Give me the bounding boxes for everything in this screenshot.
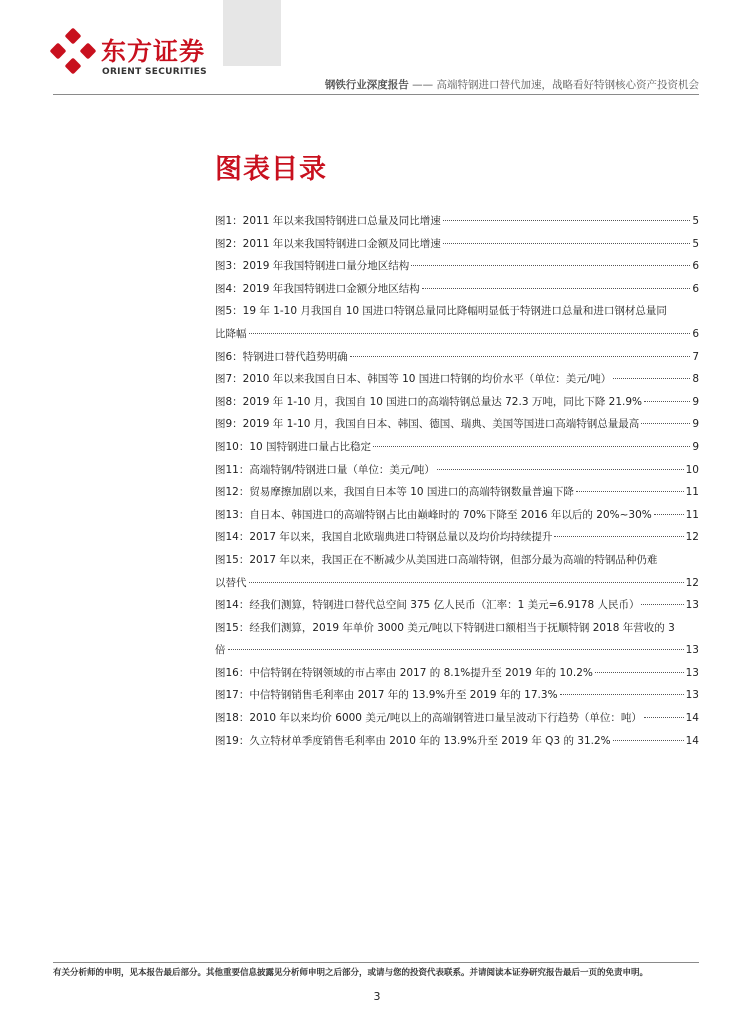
toc-leader-dots bbox=[613, 378, 690, 379]
toc-entry-text: 图4：2019 年我国特钢进口金额分地区结构 bbox=[215, 282, 420, 295]
toc-entry[interactable] bbox=[215, 526, 699, 549]
toc-entry-line bbox=[215, 233, 699, 256]
report-industry: 钢铁行业深度报告 bbox=[324, 79, 409, 91]
toc-entry-page: 8 bbox=[692, 373, 699, 386]
toc-entry[interactable] bbox=[215, 368, 699, 391]
toc-entry-text: 图18：2010 年以来均价 6000 美元/吨以上的高端钢管进口量呈波动下行趋势（单位：吨） bbox=[215, 712, 642, 725]
page-number: 3 bbox=[373, 990, 381, 1003]
toc-entry-text: 图11：高端特钢/特钢进口量（单位：美元/吨） bbox=[215, 463, 435, 476]
toc-entry-text: 图1：2011 年以来我国特钢进口总量及同比增速 bbox=[215, 215, 441, 227]
report-title: 高端特钢进口替代加速，战略看好特钢核心资产投资机会 bbox=[436, 79, 699, 91]
toc-entry-line bbox=[215, 594, 699, 617]
toc-leader-dots bbox=[350, 356, 691, 357]
toc-entry-line bbox=[215, 684, 699, 707]
toc-entry-text: 图3：2019 年我国特钢进口量分地区结构 bbox=[215, 260, 410, 273]
toc-leader-dots bbox=[641, 604, 683, 605]
header-divider bbox=[53, 94, 699, 95]
toc-leader-dots bbox=[613, 740, 684, 741]
toc-entry-text: 图14：2017 年以来，我国自北欧瑞典进口特钢总量以及均价均持续提升 bbox=[215, 531, 553, 544]
toc-entry[interactable] bbox=[215, 684, 699, 707]
toc-entry-text: 图8：2019 年 1-10 月，我国自 10 国进口的高端特钢总量达 72.3 万吨，同比下降 21.9% bbox=[215, 395, 643, 408]
toc-entry-line bbox=[215, 278, 699, 301]
toc-entry[interactable] bbox=[215, 233, 699, 256]
toc-entry-page: 13 bbox=[685, 644, 699, 657]
toc-entry-page: 10 bbox=[685, 463, 699, 476]
toc-leader-dots bbox=[654, 514, 684, 515]
toc-entry-text: 图12：贸易摩擦加剧以来，我国自日本等 10 国进口的高端特钢数量普遍下降 bbox=[215, 486, 574, 499]
toc-entry-text: 图13：自日本、韩国进口的高端特钢占比由巅峰时的 70%下降至 2016 年以后的 20%~30% bbox=[215, 508, 652, 521]
toc-entry-page: 12 bbox=[685, 531, 699, 544]
toc-entry-line bbox=[215, 255, 699, 278]
toc-entry[interactable] bbox=[215, 730, 699, 753]
toc-entry-line bbox=[215, 346, 699, 369]
toc-leader-dots bbox=[554, 536, 683, 537]
header-grey-band bbox=[223, 0, 281, 66]
toc-leader-dots bbox=[249, 582, 684, 583]
toc-entry-text: 图10：10 国特钢进口量占比稳定 bbox=[215, 440, 372, 453]
toc-entry-text: 图2：2011 年以来我国特钢进口金额及同比增速 bbox=[215, 237, 441, 250]
report-header-separator: —— bbox=[408, 79, 437, 91]
toc-entry-line bbox=[215, 436, 699, 459]
toc-entry-text-line1: 图5：19 年 1-10 月我国自 10 国进口特钢总量同比降幅明显低于特钢进口总量和进口钢材总量同 bbox=[215, 305, 667, 318]
toc-entry-line bbox=[215, 730, 699, 753]
toc-entry[interactable] bbox=[215, 707, 699, 730]
toc-leader-dots bbox=[411, 265, 690, 266]
toc-leader-dots bbox=[576, 491, 684, 492]
toc-entry-text-line1: 图15：2017 年以来，我国正在不断减少从美国进口高端特钢，但部分最为高端的特钢品种仍难 bbox=[215, 553, 658, 566]
toc-entry-text: 图16：中信特钢在特钢领域的市占率由 2017 的 8.1%提升至 2019 年的 10.2% bbox=[215, 666, 593, 679]
toc-leader-dots bbox=[437, 469, 684, 470]
toc-entry[interactable] bbox=[215, 413, 699, 436]
toc-heading: 图表目录 bbox=[215, 154, 327, 185]
toc-leader-dots bbox=[443, 243, 691, 244]
toc-entry-page: 9 bbox=[692, 418, 699, 431]
toc-entry-line bbox=[215, 639, 699, 662]
toc-entry-line bbox=[215, 662, 699, 685]
toc-entry-line bbox=[215, 210, 699, 233]
toc-entry-page: 11 bbox=[685, 486, 699, 499]
toc-entry-line bbox=[215, 481, 699, 504]
toc-entry-text: 图6：特钢进口替代趋势明确 bbox=[215, 350, 348, 363]
toc-entry-page: 9 bbox=[692, 440, 699, 453]
footer-disclaimer: 有关分析师的申明，见本报告最后部分。其他重要信息披露见分析师申明之后部分，或请与您的投资代表联系。并请阅读本证券研究报告最后一页的免责申明。 bbox=[53, 968, 649, 978]
toc-entry-line bbox=[215, 413, 699, 436]
toc-leader-dots bbox=[422, 288, 691, 289]
toc-entry-line bbox=[215, 323, 699, 346]
toc-entry[interactable] bbox=[215, 662, 699, 685]
toc-entry-line bbox=[215, 391, 699, 414]
toc-leader-dots bbox=[644, 717, 684, 718]
toc-entry[interactable] bbox=[215, 459, 699, 482]
toc-entry-text-line1: 图15：经我们测算，2019 年单价 3000 美元/吨以下特钢进口额相当于抚顺特钢 2018 年营收的 3 bbox=[215, 621, 675, 634]
toc-entry-page: 6 bbox=[692, 260, 699, 273]
toc-leader-dots bbox=[560, 694, 684, 695]
toc-entry[interactable] bbox=[215, 346, 699, 369]
toc-entry-text: 图14：经我们测算，特钢进口替代总空间 375 亿人民币（汇率：1 美元=6.9178 人民币） bbox=[215, 599, 640, 612]
toc-entry-page: 5 bbox=[692, 237, 699, 250]
toc-entry-page: 11 bbox=[685, 508, 699, 521]
toc-entry[interactable] bbox=[215, 594, 699, 617]
report-header-line bbox=[325, 77, 699, 92]
toc-entry[interactable] bbox=[215, 436, 699, 459]
toc-entry[interactable] bbox=[215, 391, 699, 414]
toc-entry-page: 14 bbox=[685, 712, 699, 725]
table-of-figures bbox=[215, 210, 699, 752]
toc-entry-text: 图7：2010 年以来我国自日本、韩国等 10 国进口特钢的均价水平（单位：美元/吨） bbox=[215, 373, 612, 386]
toc-entry[interactable] bbox=[215, 617, 699, 662]
toc-entry-text: 以替代 bbox=[215, 576, 247, 589]
toc-leader-dots bbox=[443, 220, 691, 221]
toc-leader-dots bbox=[249, 333, 691, 334]
toc-entry-text: 图9：2019 年 1-10 月，我国自日本、韩国、德国、瑞典、美国等国进口高端特钢总量最高 bbox=[215, 418, 640, 431]
toc-entry-line bbox=[215, 572, 699, 595]
toc-entry-page: 12 bbox=[685, 576, 699, 589]
toc-leader-dots bbox=[644, 401, 690, 402]
toc-entry-page: 13 bbox=[685, 599, 699, 612]
toc-leader-dots bbox=[373, 446, 690, 447]
brand-name-en: ORIENT SECURITIES bbox=[102, 67, 207, 77]
toc-entry-text: 图17：中信特钢销售毛利率由 2017 年的 13.9%升至 2019 年的 17.3% bbox=[215, 689, 558, 702]
toc-entry-page: 7 bbox=[692, 350, 699, 363]
toc-entry-line bbox=[215, 504, 699, 527]
toc-leader-dots bbox=[641, 423, 690, 424]
toc-entry-page: 9 bbox=[692, 395, 699, 408]
toc-entry[interactable] bbox=[215, 278, 699, 301]
toc-entry-line bbox=[215, 707, 699, 730]
toc-entry[interactable] bbox=[215, 481, 699, 504]
orient-logo-icon bbox=[50, 28, 96, 74]
toc-entry[interactable] bbox=[215, 210, 699, 233]
footer-divider bbox=[53, 962, 699, 963]
toc-leader-dots bbox=[228, 649, 684, 650]
toc-entry[interactable] bbox=[215, 300, 699, 345]
toc-entry-text: 比降幅 bbox=[215, 327, 247, 340]
toc-entry-page: 6 bbox=[692, 327, 699, 340]
toc-entry-page: 14 bbox=[685, 734, 699, 747]
toc-leader-dots bbox=[595, 672, 684, 673]
toc-entry-page: 13 bbox=[685, 689, 699, 702]
toc-entry[interactable] bbox=[215, 549, 699, 594]
toc-entry-line bbox=[215, 368, 699, 391]
toc-entry-page: 5 bbox=[692, 215, 699, 227]
toc-entry-line bbox=[215, 459, 699, 482]
brand-name-cn: 东方证券 bbox=[101, 37, 206, 66]
toc-entry-page: 6 bbox=[692, 282, 699, 295]
toc-entry[interactable] bbox=[215, 255, 699, 278]
toc-entry-line bbox=[215, 526, 699, 549]
toc-entry-text: 倍 bbox=[215, 644, 226, 657]
toc-entry[interactable] bbox=[215, 504, 699, 527]
toc-entry-page: 13 bbox=[685, 666, 699, 679]
toc-entry-text: 图19：久立特材单季度销售毛利率由 2010 年的 13.9%升至 2019 年 Q3 的 31.2% bbox=[215, 734, 611, 747]
